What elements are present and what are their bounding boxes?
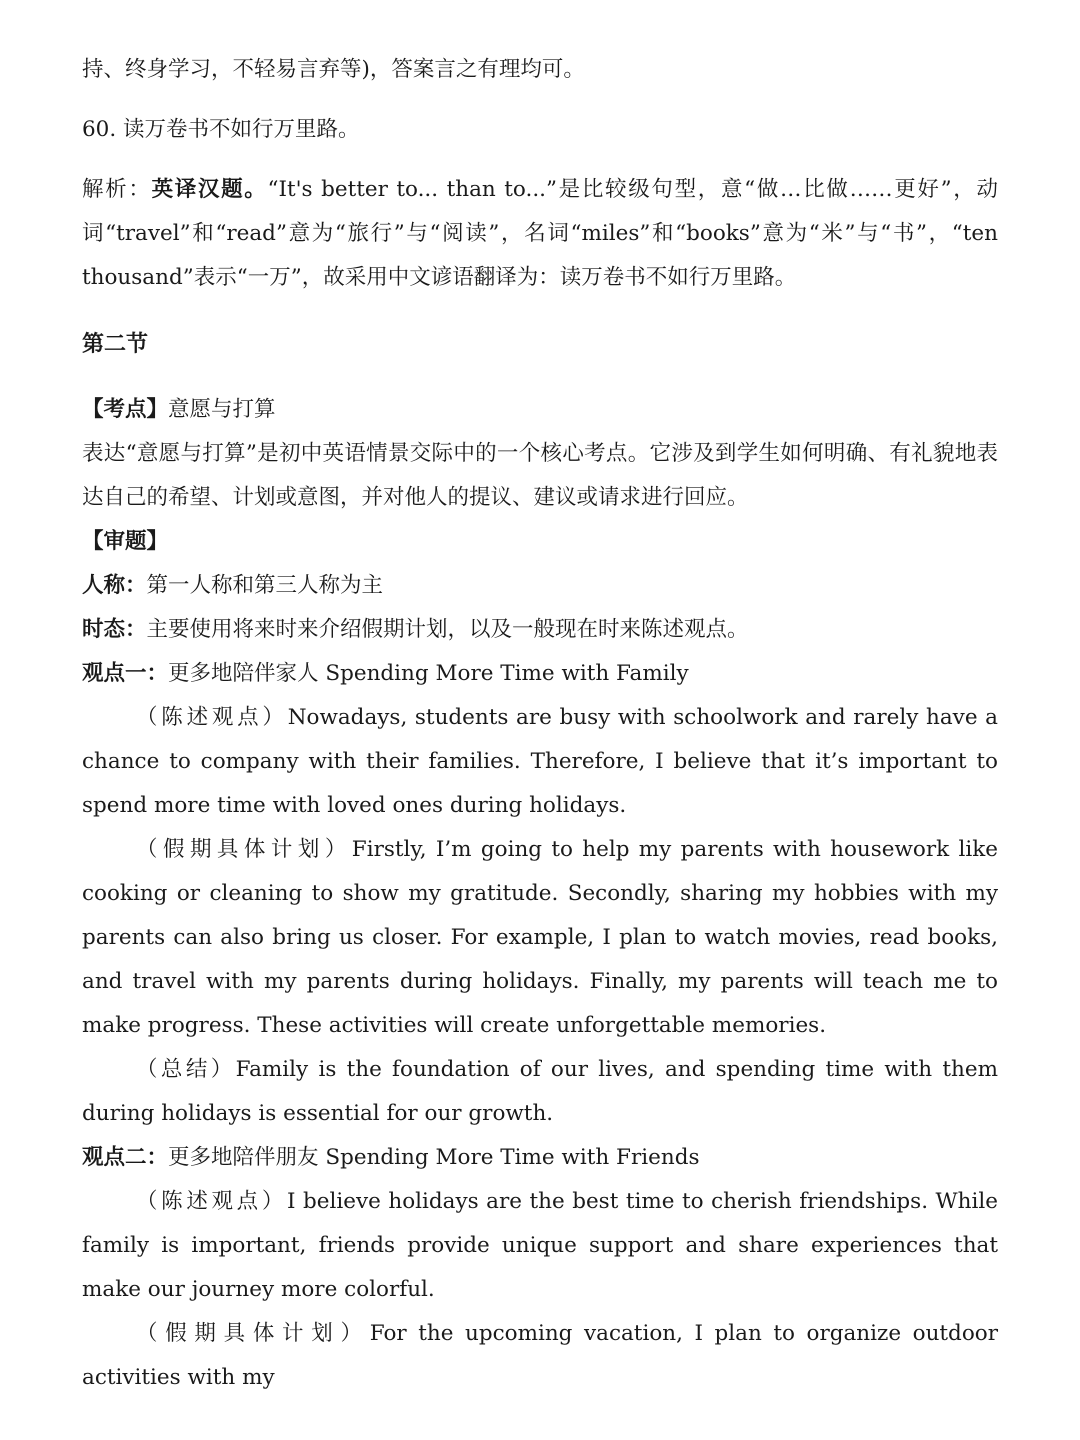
shenti-label: 【审题】 xyxy=(82,529,169,554)
kaodian-label: 【考点】 xyxy=(82,397,169,422)
tense-line xyxy=(82,608,998,652)
tense-text: 主要使用将来时来介绍假期计划，以及一般现在时来陈述观点。 xyxy=(146,617,749,642)
view1-paragraph-1 xyxy=(82,696,998,828)
view1-paragraph-2 xyxy=(82,828,998,1048)
analysis-label: 解析： xyxy=(82,177,152,202)
view1-p3-text: Family is the foundation of our lives, and spending time with them during holidays is essential for our growth. xyxy=(82,1057,998,1126)
view2-p2-text: For the upcoming vacation, I plan to organize outdoor activities with my xyxy=(82,1321,998,1390)
view1-heading xyxy=(82,652,998,696)
continued-answer-line: 持、终身学习，不轻易言弃等)，答案言之有理均可。 xyxy=(82,57,585,82)
view1-p1-text: Nowadays, students are busy with schoolwork and rarely have a chance to company with their families. Therefore, I believe that it’s important to spend more time with loved ones during holidays. xyxy=(82,705,998,818)
question-60-title: 60. 读万卷书不如行万里路。 xyxy=(82,117,360,142)
tense-label: 时态： xyxy=(82,617,147,642)
view1-p2-text: Firstly, I’m going to help my parents with housework like cooking or cleaning to show my gratitude. Secondly, sharing my hobbies with my parents can also bring us closer. For example, I plan to watch movies, read books, and travel with my parents during holidays. Finally, my parents will teach me to make progress. These activities will create unforgettable memories. xyxy=(82,837,998,1038)
view1-p1-tag: （陈述观点） xyxy=(136,705,288,730)
section-title: 第二节 xyxy=(82,331,149,357)
view2-paragraph-2 xyxy=(82,1312,998,1400)
view1-p3-tag: （总结） xyxy=(136,1057,236,1082)
view2-heading xyxy=(82,1136,998,1180)
analysis-type: 英译汉题。 xyxy=(151,177,268,202)
view2-p1-text: I believe holidays are the best time to cherish friendships. While family is important, friends provide unique support and share experiences that make our journey more colorful. xyxy=(82,1189,998,1302)
kaodian-topic: 意愿与打算 xyxy=(168,397,276,422)
view1-p2-tag: （假期具体计划） xyxy=(136,837,352,862)
document-page xyxy=(82,48,998,1400)
kaodian-description: 表达“意愿与打算”是初中英语情景交际中的一个核心考点。它涉及到学生如何明确、有礼貌地表达自己的希望、计划或意图，并对他人的提议、建议或请求进行回应。 xyxy=(82,441,998,510)
view2-label: 观点二： xyxy=(82,1145,169,1170)
kaodian-line xyxy=(82,388,998,432)
view1-title: 更多地陪伴家人 Spending More Time with Family xyxy=(168,661,689,686)
view1-label: 观点一： xyxy=(82,661,169,686)
view2-p2-tag: （假期具体计划） xyxy=(136,1321,370,1346)
question-60-analysis xyxy=(82,168,998,300)
person-line xyxy=(82,564,998,608)
analysis-text: “It's better to... than to...”是比较级句型，意“做…比做……更好”，动词“travel”和“read”意为“旅行”与“阅读”，名词“miles”和“books”意为“米”与“书”，“ten thousand”表示“一万”，故采用中文谚语翻译为：读万卷书不如行万里路。 xyxy=(82,177,998,290)
person-text: 第一人称和第三人称为主 xyxy=(146,573,384,598)
view2-paragraph-1 xyxy=(82,1180,998,1312)
view2-title: 更多地陪伴朋友 Spending More Time with Friends xyxy=(168,1145,700,1170)
view2-p1-tag: （陈述观点） xyxy=(136,1189,288,1214)
person-label: 人称： xyxy=(82,573,147,598)
view1-paragraph-3 xyxy=(82,1048,998,1136)
